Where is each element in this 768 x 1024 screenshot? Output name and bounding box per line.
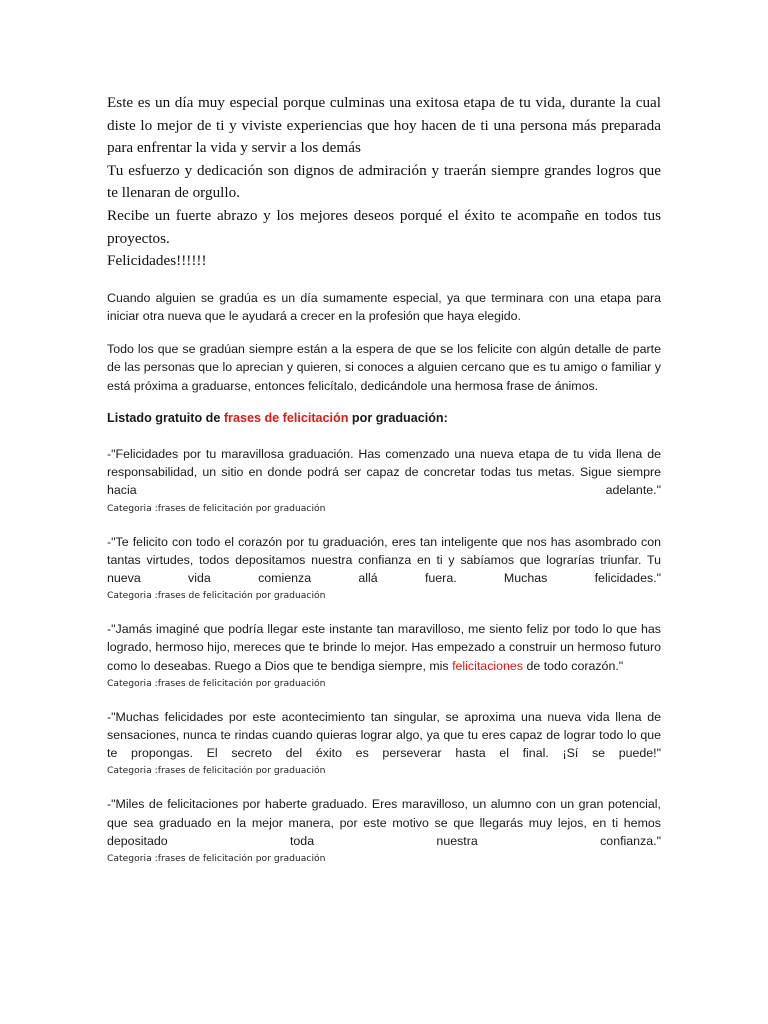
category-label: Categoria :frases de felicitación por graduación	[107, 502, 326, 514]
phrase-text-before: -"Jamás imaginé que podría llegar este instante tan maravilloso, me siento feliz por todo lo que has logrado, hermoso hijo, mereces que te brinde lo mejor. Has empezado a construir un hermoso futuro como lo deseabas. Ruego a Dios que te bendiga siempre, mis	[107, 622, 661, 673]
phrase-item	[107, 708, 661, 778]
greeting-letter	[107, 92, 661, 273]
list-heading-prefix: Listado gratuito de	[107, 410, 224, 425]
intro-paragraph-2	[107, 340, 661, 395]
letter-paragraph-1: Este es un día muy especial porque culminas una exitosa etapa de tu vida, durante la cual diste lo mejor de ti y viviste experiencias que hoy hacen de ti una persona más preparada para enfrentar la vida y servir a los demás	[107, 94, 661, 157]
list-heading-suffix: por graduación:	[348, 410, 448, 425]
phrase-text	[107, 620, 661, 675]
phrase-item	[107, 533, 661, 603]
document-page	[107, 92, 661, 865]
category-label: Categoria :frases de felicitación por graduación	[107, 853, 326, 865]
letter-paragraph-3: Recibe un fuerte abrazo y los mejores deseos porqué el éxito te acompañe en todos tus proyectos.	[107, 206, 661, 247]
felicitaciones-link[interactable]: felicitaciones	[452, 658, 524, 673]
list-heading	[107, 409, 661, 427]
phrase-item	[107, 795, 661, 865]
phrase-item	[107, 445, 661, 515]
letter-closing: Felicidades!!!!!!	[107, 252, 207, 270]
frases-link[interactable]: frases de felicitación	[223, 410, 349, 425]
phrase-text: -"Te felicito con todo el corazón por tu graduación, eres tan inteligente que nos has asombrado con tantas virtudes, todos depositamos nuestra confianza en ti y sabíamos que lograrías triunfar. Tu nueva vida comienza allá fuera. Muchas felicidades."	[107, 534, 661, 585]
category-label: Categoria :frases de felicitación por graduación	[107, 765, 326, 777]
intro-paragraph-1	[107, 289, 661, 325]
phrase-item	[107, 620, 661, 690]
phrase-text: -"Miles de felicitaciones por haberte graduado. Eres maravilloso, un alumno con un gran potencial, que sea graduado en la mejor manera, por este motivo se que llegarás muy lejos, en ti hemos depositado toda nuestra confianza."	[107, 797, 661, 848]
category-label: Categoria :frases de felicitación por graduación	[107, 590, 326, 602]
intro-text-1: Cuando alguien se gradúa es un día sumamente especial, ya que terminara con una etapa para iniciar otra nueva que le ayudará a crecer en la profesión que haya elegido.	[107, 290, 661, 323]
intro-text-2: Todo los que se gradúan siempre están a la espera de que se los felicite con algún detalle de parte de las personas que lo aprecian y quieren, si conoces a alguien cercano que es tu amigo o familiar y está próxima a graduarse, entonces felicítalo, dedicándole una hermosa frase de ánimos.	[107, 342, 661, 393]
phrase-text-after: de todo corazón."	[523, 658, 624, 673]
phrase-text: -"Felicidades por tu maravillosa graduación. Has comenzado una nueva etapa de tu vida llena de responsabilidad, un sitio en donde podrá ser capaz de concretar todas tus metas. Sigue siempre hacia adelante."	[107, 446, 661, 498]
letter-paragraph-2: Tu esfuerzo y dedicación son dignos de admiración y traerán siempre grandes logros que te llenaran de orgullo.	[107, 161, 661, 202]
category-label: Categoria :frases de felicitación por graduación	[107, 677, 326, 689]
phrase-text: -"Muchas felicidades por este acontecimiento tan singular, se aproxima una nueva vida llena de sensaciones, nunca te rindas cuando quieras lograr algo, ya que tu eres capaz de lograr todo lo que te propongas. El secreto del éxito es perseverar hasta el final. ¡Sí se puede!"	[107, 709, 661, 761]
